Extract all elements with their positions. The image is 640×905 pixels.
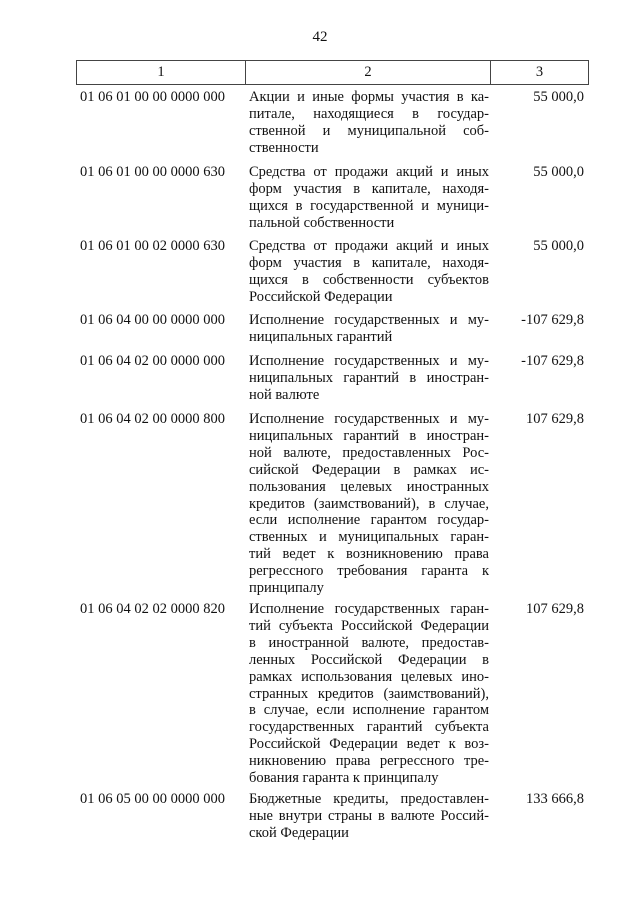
amount-value: -107 629,8 (521, 353, 584, 369)
row-description (249, 791, 489, 842)
budget-code: 01 06 05 00 00 0000 000 (80, 791, 225, 807)
description-line: тий субъекта Российской Федерации (249, 617, 489, 634)
row-description (249, 353, 489, 404)
table-header (76, 60, 589, 85)
description-line: питале, находящиеся в государ- (249, 105, 489, 122)
description-line: принципалу (249, 580, 324, 597)
description-line: рамках использования целевых ино- (249, 668, 489, 685)
description-line: Акции и иные формы участия в ка- (249, 89, 489, 105)
header-col-3: 3 (491, 61, 589, 85)
description-line: сийской Федерации в рамках ис- (249, 461, 489, 478)
description-line: щихся в государственной и муници- (249, 197, 489, 214)
description-line: Исполнение государственных и му- (249, 353, 489, 369)
description-line: ниципальных гарантий в иностран- (249, 427, 489, 444)
amount-value: -107 629,8 (521, 312, 584, 328)
amount-value: 133 666,8 (526, 791, 584, 807)
description-line: ной валюте (249, 386, 320, 403)
description-line: ниципальных гарантий (249, 328, 393, 345)
description-line: государственных гарантий субъекта (249, 719, 489, 736)
description-line: ленных Российской Федерации в (249, 651, 489, 668)
description-line: Исполнение государственных и му- (249, 312, 489, 328)
budget-code: 01 06 04 02 00 0000 000 (80, 353, 225, 369)
budget-code: 01 06 04 00 00 0000 000 (80, 312, 225, 328)
page-number: 42 (312, 29, 328, 45)
description-line: Исполнение государственных и му- (249, 411, 489, 427)
header-col-2: 2 (246, 61, 491, 85)
description-line: щихся в собственности субъектов (249, 271, 489, 288)
description-line: бования гаранта к принципалу (249, 770, 439, 787)
description-line: регрессного требования гаранта к (249, 563, 489, 580)
description-line: если исполнение гарантом государ- (249, 512, 489, 529)
description-line: ственности (249, 139, 319, 156)
description-line: ственных и муниципальных гаран- (249, 529, 489, 546)
row-description (249, 312, 489, 346)
description-line: ской Федерации (249, 824, 349, 841)
description-line: странных кредитов (заимствований), (249, 685, 489, 702)
amount-value: 55 000,0 (533, 164, 584, 180)
row-description (249, 238, 489, 306)
amount-value: 55 000,0 (533, 89, 584, 105)
amount-value: 107 629,8 (526, 601, 584, 617)
description-line: пальной собственности (249, 214, 395, 231)
description-line: форм участия в капитале, находя- (249, 254, 489, 271)
description-line: ные внутри страны в валюте Россий- (249, 807, 489, 824)
description-line: форм участия в капитале, находя- (249, 180, 489, 197)
row-description (249, 89, 489, 157)
description-line: Российской Федерации (249, 288, 393, 305)
description-line: в иностранной валюте, предостав- (249, 634, 489, 651)
description-line: никновению права регрессного тре- (249, 753, 489, 770)
description-line: тий ведет к возникновению права (249, 546, 489, 563)
description-line: ниципальных гарантий в иностран- (249, 369, 489, 386)
description-line: Бюджетные кредиты, предоставлен- (249, 791, 489, 807)
description-line: пользования целевых иностранных (249, 478, 489, 495)
header-col-1: 1 (77, 61, 246, 85)
amount-value: 107 629,8 (526, 411, 584, 427)
description-line: Средства от продажи акций и иных (249, 164, 489, 180)
row-description (249, 601, 489, 787)
row-description (249, 411, 489, 597)
budget-code: 01 06 04 02 02 0000 820 (80, 601, 225, 617)
budget-code: 01 06 01 00 00 0000 000 (80, 89, 225, 105)
budget-code: 01 06 01 00 00 0000 630 (80, 164, 225, 180)
header-row (77, 61, 589, 85)
amount-value: 55 000,0 (533, 238, 584, 254)
description-line: в случае, если исполнение гарантом (249, 702, 489, 719)
description-line: Российской Федерации ведет к воз- (249, 736, 489, 753)
description-line: кредитов (заимствований), в случае, (249, 495, 489, 512)
budget-code: 01 06 04 02 00 0000 800 (80, 411, 225, 427)
description-line: Средства от продажи акций и иных (249, 238, 489, 254)
description-line: Исполнение государственных гаран- (249, 601, 489, 617)
description-line: ственной и муниципальной соб- (249, 122, 489, 139)
description-line: ной валюте, предоставленных Рос- (249, 444, 489, 461)
row-description (249, 164, 489, 232)
budget-code: 01 06 01 00 02 0000 630 (80, 238, 225, 254)
